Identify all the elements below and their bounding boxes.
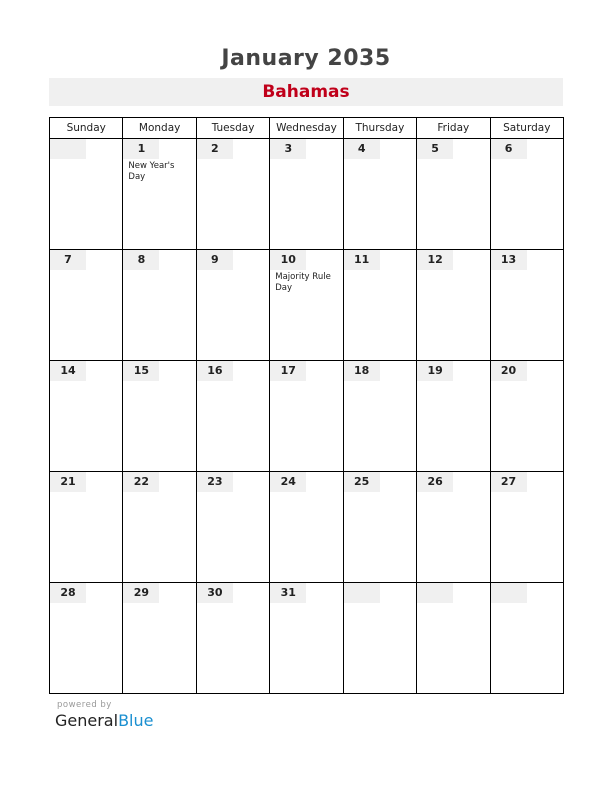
- day-cell: [50, 472, 123, 583]
- weekday-header: Tuesday: [196, 118, 269, 139]
- day-number: 7: [50, 250, 86, 270]
- week-row: [50, 361, 564, 472]
- holiday-label: Majority Rule Day: [275, 272, 331, 293]
- day-cell: [50, 361, 123, 472]
- day-number: 30: [197, 583, 233, 603]
- day-cell: [343, 139, 416, 250]
- day-cell: [50, 139, 123, 250]
- day-number: 10: [270, 250, 306, 270]
- day-number: 26: [417, 472, 453, 492]
- day-cell: [270, 472, 343, 583]
- day-number: 2: [197, 139, 233, 159]
- day-number: 27: [491, 472, 527, 492]
- day-number: 19: [417, 361, 453, 381]
- day-number: 16: [197, 361, 233, 381]
- brand-blue-text: Blue: [118, 711, 154, 730]
- day-number: [344, 583, 380, 603]
- day-cell: [417, 583, 490, 694]
- day-cell: [490, 472, 563, 583]
- day-number: [417, 583, 453, 603]
- day-cell: [196, 361, 269, 472]
- powered-by-text: powered by: [57, 700, 112, 710]
- country-banner: [49, 78, 563, 106]
- weekday-header: Sunday: [50, 118, 123, 139]
- calendar-grid: [49, 117, 564, 694]
- day-cell: [196, 472, 269, 583]
- day-number: 17: [270, 361, 306, 381]
- weekday-header: Friday: [417, 118, 490, 139]
- day-cell: [196, 250, 269, 361]
- day-number: 23: [197, 472, 233, 492]
- day-cell: [123, 361, 196, 472]
- day-number: 15: [123, 361, 159, 381]
- day-number: 18: [344, 361, 380, 381]
- day-number: 25: [344, 472, 380, 492]
- day-cell: [343, 472, 416, 583]
- day-number: 11: [344, 250, 380, 270]
- day-cell: [417, 361, 490, 472]
- day-number: 4: [344, 139, 380, 159]
- weekday-header: Saturday: [490, 118, 563, 139]
- week-row: [50, 139, 564, 250]
- day-cell: [417, 472, 490, 583]
- day-number: 28: [50, 583, 86, 603]
- day-number: 13: [491, 250, 527, 270]
- day-cell: [343, 583, 416, 694]
- day-number: 9: [197, 250, 233, 270]
- footer-branding: [55, 700, 153, 730]
- day-cell: [490, 583, 563, 694]
- day-cell: [417, 139, 490, 250]
- day-number: 5: [417, 139, 453, 159]
- weekday-header: Monday: [123, 118, 196, 139]
- day-number: 24: [270, 472, 306, 492]
- day-cell: [196, 583, 269, 694]
- week-row: [50, 472, 564, 583]
- day-number: [50, 139, 86, 159]
- day-cell: [196, 139, 269, 250]
- day-cell: [123, 250, 196, 361]
- day-cell: [123, 139, 196, 250]
- day-number: 6: [491, 139, 527, 159]
- day-cell: [123, 472, 196, 583]
- day-number: 14: [50, 361, 86, 381]
- day-number: 31: [270, 583, 306, 603]
- day-number: 20: [491, 361, 527, 381]
- day-cell: [417, 250, 490, 361]
- day-cell: [343, 361, 416, 472]
- day-cell: [50, 250, 123, 361]
- week-row: [50, 583, 564, 694]
- day-number: 12: [417, 250, 453, 270]
- weekday-header-row: [50, 118, 564, 139]
- generalblue-logo[interactable]: [55, 711, 153, 730]
- day-cell: [50, 583, 123, 694]
- day-cell: [270, 250, 343, 361]
- day-number: 29: [123, 583, 159, 603]
- weekday-header: Thursday: [343, 118, 416, 139]
- day-cell: [490, 361, 563, 472]
- day-number: [491, 583, 527, 603]
- country-name: Bahamas: [262, 82, 350, 102]
- day-number: 8: [123, 250, 159, 270]
- week-row: [50, 250, 564, 361]
- day-cell: [270, 583, 343, 694]
- brand-general-text: General: [55, 711, 119, 730]
- weekday-header: Wednesday: [270, 118, 343, 139]
- day-cell: [343, 250, 416, 361]
- day-number: 22: [123, 472, 159, 492]
- day-number: 3: [270, 139, 306, 159]
- day-number: 1: [123, 139, 159, 159]
- holiday-label: New Year's Day: [128, 161, 175, 182]
- day-number: 21: [50, 472, 86, 492]
- day-cell: [270, 139, 343, 250]
- calendar-title: January 2035: [221, 46, 391, 71]
- day-cell: [490, 139, 563, 250]
- day-cell: [123, 583, 196, 694]
- day-cell: [490, 250, 563, 361]
- day-cell: [270, 361, 343, 472]
